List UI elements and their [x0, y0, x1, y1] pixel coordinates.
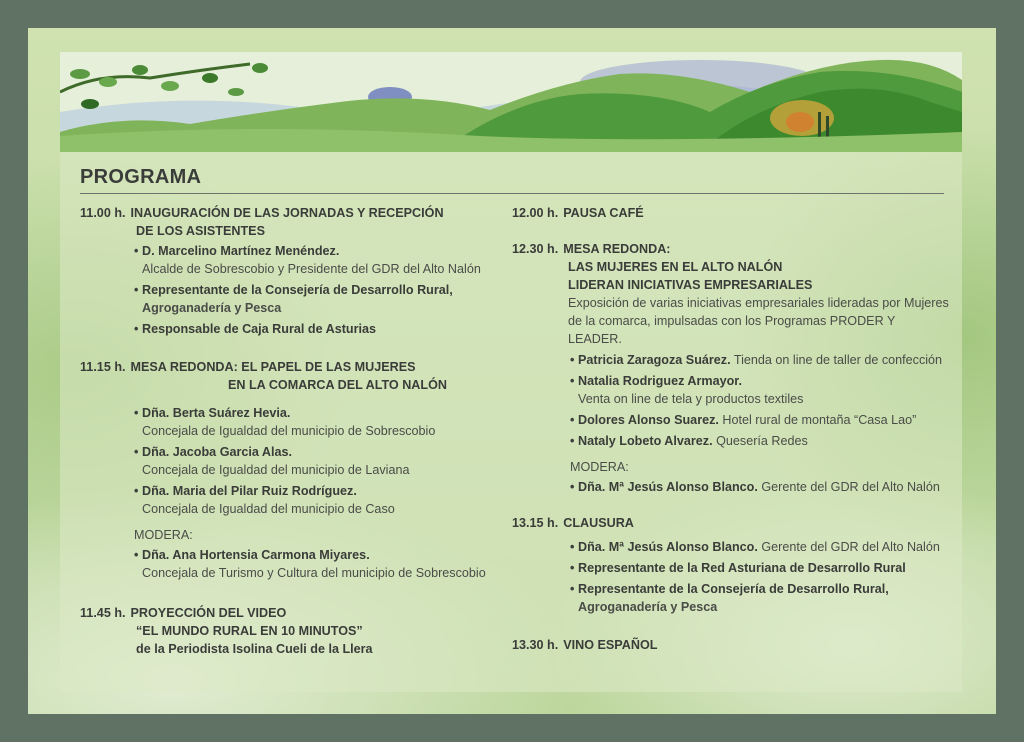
- session-time: 11.15 h.: [80, 360, 126, 374]
- participant-name: Dolores Alonso Suarez.: [578, 413, 719, 427]
- list-item: • Dña. Mª Jesús Alonso Blanco. Gerente del GDR del Alto Nalón: [570, 540, 940, 554]
- session-1115: [80, 358, 500, 582]
- session-time: 13.15 h.: [512, 516, 559, 530]
- session-title-line3: de la Periodista Isolina Cueli de la Llera: [136, 642, 373, 656]
- session-1330: [512, 636, 952, 654]
- participant-list: [80, 404, 500, 518]
- participant-role: Gerente del GDR del Alto Nalón: [761, 540, 940, 554]
- participant-name: Dña. Mª Jesús Alonso Blanco.: [578, 540, 758, 554]
- participant-name: Dña. Berta Suárez Hevia.: [142, 406, 291, 420]
- list-item: • Responsable de Caja Rural de Asturias: [134, 322, 376, 336]
- session-time: 12.00 h.: [512, 206, 559, 220]
- moderator-name: Dña. Mª Jesús Alonso Blanco.: [578, 480, 758, 494]
- list-item: • Dña. Maria del Pilar Ruiz Rodríguez. Concejala de Igualdad del municipio de Caso: [134, 482, 500, 518]
- participant-role: Concejala de Igualdad del municipio de Caso: [142, 502, 395, 516]
- list-item: • Dña. Ana Hortensia Carmona Miyares. Concejala de Turismo y Cultura del municipio de Sobrescobio: [134, 546, 500, 582]
- moderator-list: [512, 478, 952, 496]
- list-item: • Dña. Berta Suárez Hevia. Concejala de Igualdad del municipio de Sobrescobio: [134, 404, 500, 440]
- list-item: • Natalia Rodriguez Armayor. Venta on line de tela y productos textiles: [570, 372, 952, 408]
- participant-role: Agroganadería y Pesca: [578, 600, 718, 614]
- session-title-line2: LAS MUJERES EN EL ALTO NALÓN: [568, 260, 783, 274]
- right-column: [512, 204, 952, 668]
- participant-name: Dña. Jacoba Garcia Alas.: [142, 445, 293, 459]
- session-title-line3: LIDERAN INICIATIVAS EMPRESARIALES: [568, 278, 813, 292]
- left-column: [80, 204, 500, 672]
- session-description: Exposición de varias iniciativas empresariales lideradas por Mujeres de la comarca, impulsadas con los Programas PRODER Y LEADER.: [568, 296, 949, 346]
- session-1200: [512, 204, 952, 222]
- session-title: CLAUSURA: [563, 516, 634, 530]
- participant-name: Responsable de Caja Rural de Asturias: [142, 322, 376, 336]
- session-title: VINO ESPAÑOL: [563, 638, 658, 652]
- list-item: • Dña. Jacoba Garcia Alas. Concejala de Igualdad del municipio de Laviana: [134, 443, 500, 479]
- moderator-list: [80, 546, 500, 582]
- participant-name: Natalia Rodriguez Armayor.: [578, 374, 742, 388]
- moderator-role: Concejala de Turismo y Cultura del municipio de Sobrescobio: [142, 566, 486, 580]
- participant-name: Patricia Zaragoza Suárez.: [578, 353, 731, 367]
- participant-role: Hotel rural de montaña “Casa Lao”: [722, 413, 917, 427]
- session-title-line2: “EL MUNDO RURAL EN 10 MINUTOS”: [136, 624, 363, 638]
- session-time: 11.45 h.: [80, 606, 126, 620]
- session-title: INAUGURACIÓN DE LAS JORNADAS Y RECEPCIÓN: [130, 206, 444, 220]
- moderator-name: Dña. Ana Hortensia Carmona Miyares.: [142, 548, 370, 562]
- participant-role: Venta on line de tela y productos textiles: [578, 392, 804, 406]
- list-item: • Representante de la Red Asturiana de Desarrollo Rural: [570, 561, 906, 575]
- participant-name: Representante de la Consejería de Desarrollo Rural,: [142, 283, 453, 297]
- participant-name: Dña. Maria del Pilar Ruiz Rodríguez.: [142, 484, 357, 498]
- list-item: • D. Marcelino Martínez Menéndez. Alcalde de Sobrescobio y Presidente del GDR del Alto Nalón: [134, 242, 500, 278]
- participant-role: Quesería Redes: [716, 434, 808, 448]
- program-sheet: [28, 28, 996, 714]
- landscape-banner: [60, 52, 962, 152]
- session-title: MESA REDONDA:: [563, 242, 671, 256]
- session-1145: [80, 604, 500, 658]
- moderator-role: Gerente del GDR del Alto Nalón: [761, 480, 940, 494]
- page-title: PROGRAMA: [80, 166, 944, 194]
- participant-list: [80, 242, 500, 338]
- participant-role: Agroganadería y Pesca: [142, 301, 282, 315]
- participant-role: Alcalde de Sobrescobio y Presidente del GDR del Alto Nalón: [142, 262, 481, 276]
- list-item: • Patricia Zaragoza Suárez. Tienda on line de taller de confección: [570, 353, 943, 367]
- list-item: • Nataly Lobeto Alvarez. Quesería Redes: [570, 434, 808, 448]
- participant-role: Concejala de Igualdad del municipio de Sobrescobio: [142, 424, 436, 438]
- list-item: • Dña. Mª Jesús Alonso Blanco. Gerente del GDR del Alto Nalón: [570, 480, 940, 494]
- session-1230: [512, 240, 952, 496]
- session-1315: [512, 514, 952, 616]
- session-1100: [80, 204, 500, 338]
- list-item: • Representante de la Consejería de Desarrollo Rural, Agroganadería y Pesca: [570, 580, 952, 616]
- moderator-label: MODERA:: [570, 460, 629, 474]
- participant-name: Representante de la Consejería de Desarrollo Rural,: [578, 582, 889, 596]
- session-time: 13.30 h.: [512, 638, 559, 652]
- participant-list: [512, 538, 952, 616]
- session-time: 12.30 h.: [512, 242, 559, 256]
- session-time: 11.00 h.: [80, 206, 126, 220]
- participant-role: Concejala de Igualdad del municipio de Laviana: [142, 463, 410, 477]
- moderator-label: MODERA:: [134, 528, 193, 542]
- participant-name: Nataly Lobeto Alvarez.: [578, 434, 713, 448]
- participant-role: Tienda on line de taller de confección: [733, 353, 943, 367]
- participant-name: Representante de la Red Asturiana de Desarrollo Rural: [578, 561, 906, 575]
- session-title: PAUSA CAFÉ: [563, 206, 644, 220]
- session-title-line2: EN LA COMARCA DEL ALTO NALÓN: [228, 378, 447, 392]
- list-item: • Dolores Alonso Suarez. Hotel rural de montaña “Casa Lao”: [570, 413, 917, 427]
- session-title: MESA REDONDA: EL PAPEL DE LAS MUJERES: [130, 360, 416, 374]
- list-item: • Representante de la Consejería de Desarrollo Rural, Agroganadería y Pesca: [134, 281, 500, 317]
- participant-list: [512, 351, 952, 450]
- participant-name: D. Marcelino Martínez Menéndez.: [142, 244, 340, 258]
- session-title: PROYECCIÓN DEL VIDEO: [130, 606, 287, 620]
- session-title-line2: DE LOS ASISTENTES: [136, 224, 265, 238]
- landscape-illustration: [60, 52, 962, 152]
